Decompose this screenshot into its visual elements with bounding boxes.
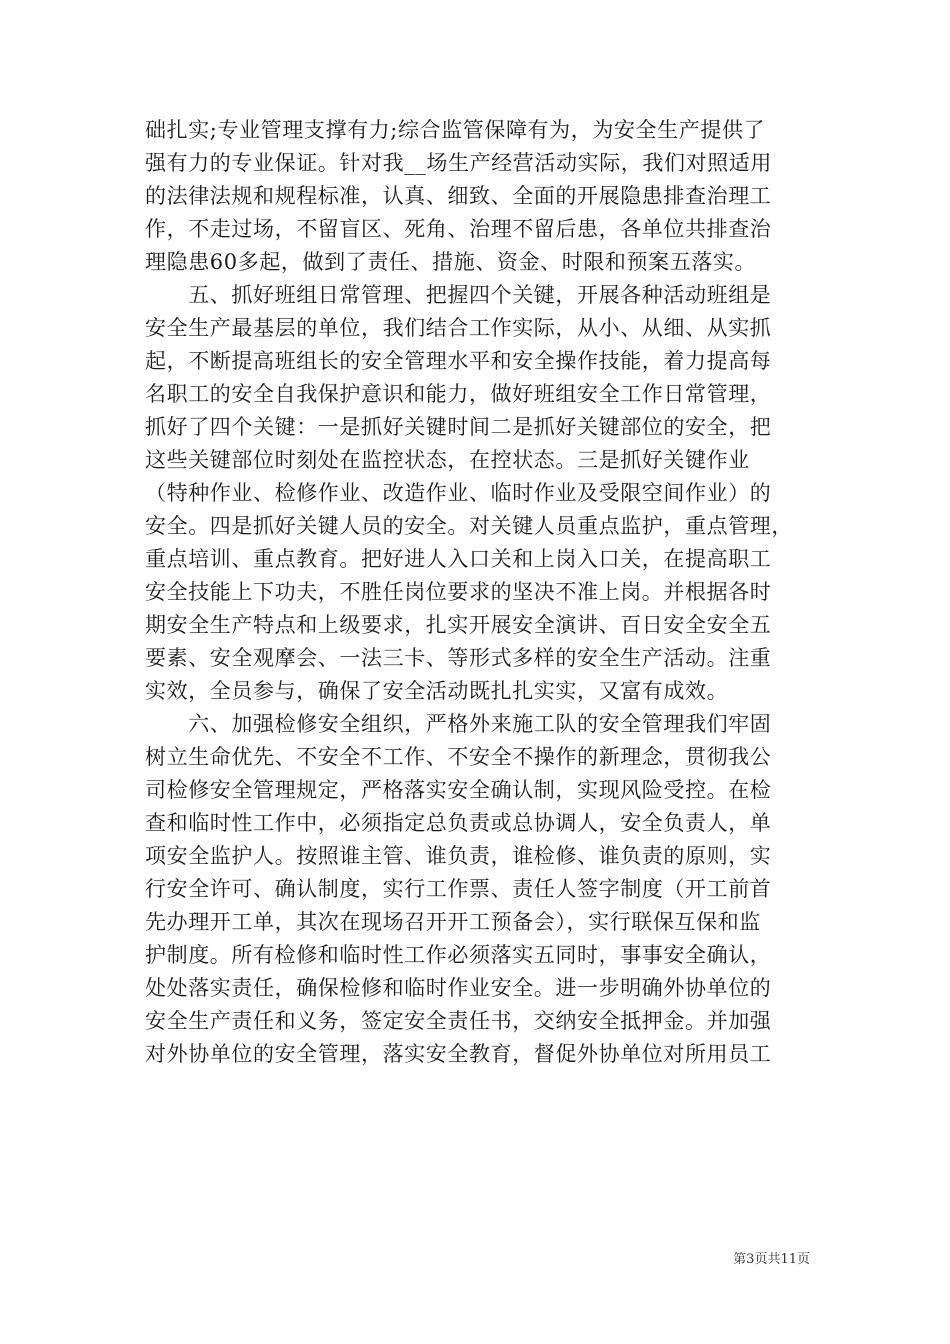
text-line: 重点培训、重点教育。把好进人入口关和上岗入口关，在提高职工 <box>145 547 772 571</box>
text-line: 处处落实责任，确保检修和临时作业安全。进一步明确外协单位的 <box>145 976 772 1000</box>
text-line: 强有力的专业保证。针对我__场生产经营活动实际，我们对照适用 <box>145 151 772 175</box>
text-line: 先办理开工单，其次在现场召开开工预备会），实行联保互保和监 <box>145 910 761 934</box>
text-line: 司检修安全管理规定，严格落实安全确认制，实现风险受控。在检 <box>145 778 772 802</box>
text-line: 期安全生产特点和上级要求，扎实开展安全演讲、百日安全安全五 <box>145 613 772 637</box>
text-line: 树立生命优先、不安全不工作、不安全不操作的新理念，贯彻我公 <box>145 745 772 769</box>
text-line: 实效，全员参与，确保了安全活动既扎扎实实，又富有成效。 <box>145 679 729 703</box>
section-six-heading-line: 六、加强检修安全组织，严格外来施工队的安全管理我们牢固 <box>145 712 772 736</box>
text-line: 安全技能上下功夫，不胜任岗位要求的坚决不准上岗。并根据各时 <box>145 580 772 604</box>
text-line: 要素、安全观摩会、一法三卡、等形式多样的安全生产活动。注重 <box>145 646 772 670</box>
text-line: 抓好了四个关键：一是抓好关键时间二是抓好关键部位的安全，把 <box>145 415 772 439</box>
text-line: 安全生产最基层的单位，我们结合工作实际，从小、从细、从实抓 <box>145 316 772 340</box>
text-line: 的法律法规和规程标准，认真、细致、全面的开展隐患排查治理工 <box>145 184 772 208</box>
section-five-heading-line: 五、抓好班组日常管理、把握四个关键，开展各种活动班组是 <box>145 283 772 307</box>
body-text <box>145 114 810 1071</box>
page-number: 第3页共11页 <box>733 1252 810 1267</box>
text-line: 护制度。所有检修和临时性工作必须落实五同时，事事安全确认， <box>145 943 772 967</box>
text-line: 项安全监护人。按照谁主管、谁负责，谁检修、谁负责的原则，实 <box>145 844 772 868</box>
text-line: （特种作业、检修作业、改造作业、临时作业及受限空间作业）的 <box>145 481 772 505</box>
text-line: 起，不断提高班组长的安全管理水平和安全操作技能，着力提高每 <box>145 349 772 373</box>
text-line: 理隐患60多起，做到了责任、措施、资金、时限和预案五落实。 <box>145 250 757 274</box>
text-line: 名职工的安全自我保护意识和能力，做好班组安全工作日常管理， <box>145 382 772 406</box>
text-line: 础扎实;专业管理支撑有力;综合监管保障有为，为安全生产提供了 <box>145 118 766 142</box>
text-line: 作，不走过场，不留盲区、死角、治理不留后患，各单位共排查治 <box>145 217 772 241</box>
text-line: 安全。四是抓好关键人员的安全。对关键人员重点监护，重点管理， <box>145 514 793 538</box>
text-line: 这些关键部位时刻处在监控状态，在控状态。三是抓好关键作业 <box>145 448 750 472</box>
text-line: 行安全许可、确认制度，实行工作票、责任人签字制度（开工前首 <box>145 877 772 901</box>
text-line: 对外协单位的安全管理，落实安全教育，督促外协单位对所用员工 <box>145 1042 772 1066</box>
text-line: 安全生产责任和义务，签定安全责任书，交纳安全抵押金。并加强 <box>145 1009 772 1033</box>
text-line: 查和临时性工作中，必须指定总负责或总协调人，安全负责人，单 <box>145 811 772 835</box>
